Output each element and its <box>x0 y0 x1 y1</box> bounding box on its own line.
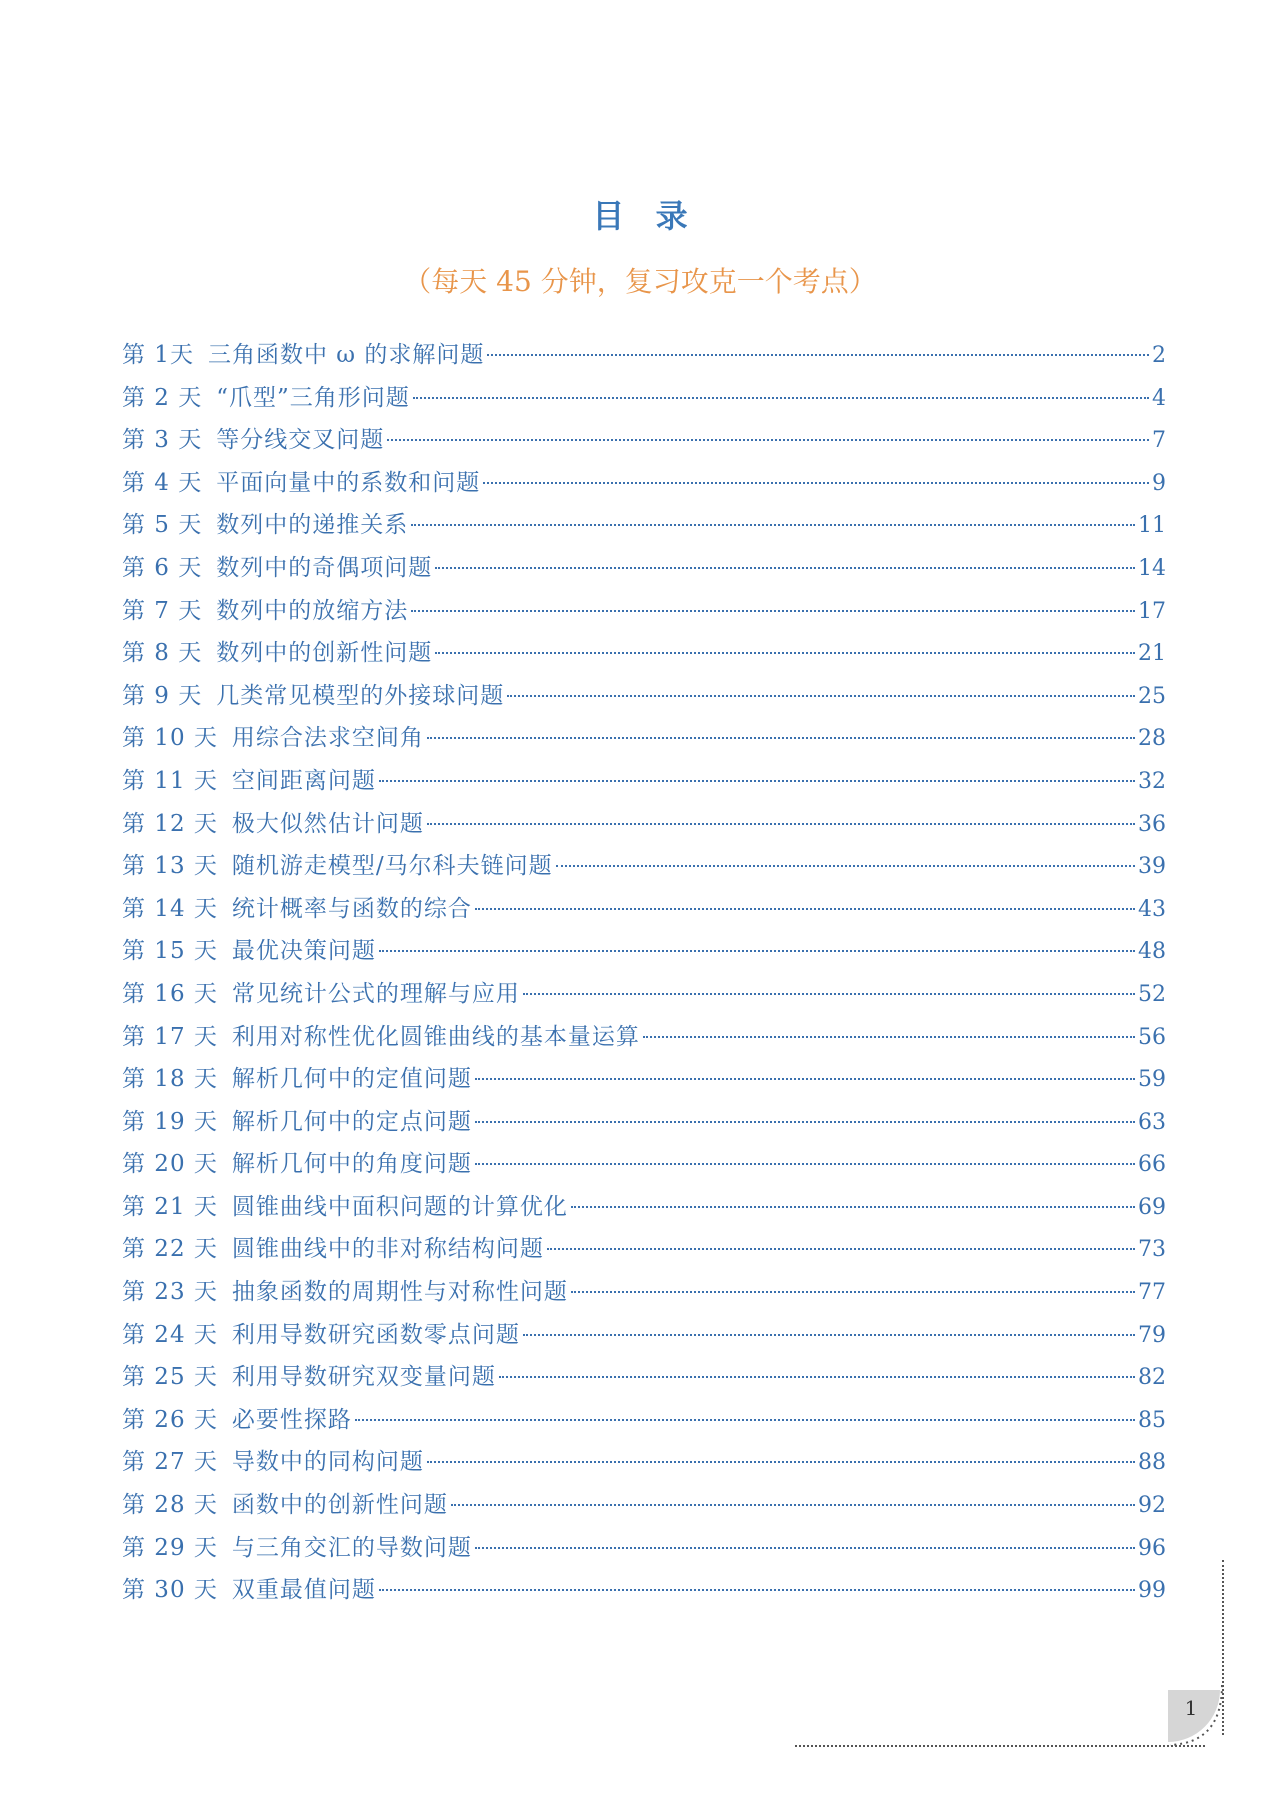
table-of-contents <box>122 334 1166 1612</box>
toc-entry[interactable] <box>122 1399 1166 1442</box>
toc-entry-title: 解析几何中的定点问题 <box>231 1108 472 1135</box>
toc-entry[interactable] <box>122 803 1166 846</box>
toc-entry-day: 第 3 天 <box>122 427 203 454</box>
toc-entry-leader <box>523 993 1135 995</box>
toc-entry-title: 用综合法求空间角 <box>231 725 424 752</box>
toc-entry-title: 与三角交汇的导数问题 <box>231 1534 472 1561</box>
toc-entry-leader <box>379 780 1135 782</box>
toc-entry-day: 第 30 天 <box>122 1577 218 1604</box>
toc-entry[interactable] <box>122 1569 1166 1612</box>
toc-entry-title: 必要性探路 <box>231 1406 352 1433</box>
toc-entry-leader <box>571 1291 1135 1293</box>
toc-entry[interactable] <box>122 377 1166 420</box>
toc-entry[interactable] <box>122 1314 1166 1357</box>
toc-entry-page: 66 <box>1138 1152 1166 1178</box>
toc-entry-page: 25 <box>1138 683 1166 709</box>
toc-entry[interactable] <box>122 1228 1166 1271</box>
toc-entry-day: 第 9 天 <box>122 682 203 709</box>
page-number: 1 <box>1184 1696 1198 1720</box>
toc-entry-leader <box>523 1334 1135 1336</box>
toc-entry-page: 21 <box>1138 641 1166 667</box>
toc-entry-day: 第 23 天 <box>122 1279 218 1306</box>
toc-entry-day: 第 18 天 <box>122 1066 218 1093</box>
toc-entry-leader <box>411 524 1135 526</box>
toc-entry[interactable] <box>122 930 1166 973</box>
toc-entry-leader <box>475 1163 1135 1165</box>
toc-entry-leader <box>413 397 1149 399</box>
toc-entry-leader <box>499 1376 1135 1378</box>
toc-entry-title: 随机游走模型/马尔科夫链问题 <box>231 853 553 880</box>
toc-entry-title: 数列中的递推关系 <box>216 512 409 539</box>
toc-entry-page: 2 <box>1152 343 1166 368</box>
toc-entry[interactable] <box>122 632 1166 675</box>
toc-entry-page: 77 <box>1138 1280 1166 1306</box>
toc-entry[interactable] <box>122 1441 1166 1484</box>
toc-entry-leader <box>427 1461 1135 1463</box>
toc-entry-title: 极大似然估计问题 <box>231 810 424 837</box>
toc-entry-day: 第 26 天 <box>122 1406 218 1433</box>
toc-entry[interactable] <box>122 973 1166 1016</box>
toc-entry-day: 第 20 天 <box>122 1151 218 1178</box>
toc-entry[interactable] <box>122 1527 1166 1570</box>
toc-entry-day: 第 14 天 <box>122 895 218 922</box>
toc-entry[interactable] <box>122 462 1166 505</box>
toc-entry-leader <box>427 737 1135 739</box>
toc-entry[interactable] <box>122 1143 1166 1186</box>
toc-entry-title: 抽象函数的周期性与对称性问题 <box>231 1279 568 1306</box>
toc-entry-day: 第 8 天 <box>122 640 203 667</box>
toc-entry-day: 第 4 天 <box>122 469 203 496</box>
toc-entry-page: 11 <box>1138 513 1166 539</box>
toc-entry-leader <box>483 482 1149 484</box>
toc-entry[interactable] <box>122 334 1166 377</box>
toc-entry-day: 第 25 天 <box>122 1364 218 1391</box>
toc-entry-day: 第 27 天 <box>122 1449 218 1476</box>
toc-entry[interactable] <box>122 1271 1166 1314</box>
toc-entry-title: 平面向量中的系数和问题 <box>216 469 481 496</box>
toc-entry-page: 73 <box>1138 1237 1166 1263</box>
toc-entry-page: 43 <box>1138 896 1166 922</box>
toc-entry-day: 第 22 天 <box>122 1236 218 1263</box>
toc-entry[interactable] <box>122 547 1166 590</box>
toc-entry-page: 9 <box>1152 470 1166 496</box>
toc-entry-leader <box>379 950 1135 952</box>
toc-entry-day: 第 7 天 <box>122 597 203 624</box>
toc-entry-leader <box>547 1248 1135 1250</box>
toc-entry-leader <box>507 695 1135 697</box>
toc-entry-leader <box>556 865 1135 867</box>
toc-entry-title: 利用导数研究函数零点问题 <box>231 1321 520 1348</box>
toc-entry-page: 4 <box>1152 385 1166 411</box>
toc-entry-title: 利用导数研究双变量问题 <box>231 1364 496 1391</box>
toc-entry-leader <box>379 1589 1135 1591</box>
toc-entry[interactable] <box>122 590 1166 633</box>
toc-entry-page: 92 <box>1138 1493 1166 1519</box>
toc-entry-page: 32 <box>1138 768 1166 794</box>
toc-entry[interactable] <box>122 419 1166 462</box>
toc-entry[interactable] <box>122 675 1166 718</box>
toc-entry[interactable] <box>122 1016 1166 1059</box>
toc-entry-title: 常见统计公式的理解与应用 <box>231 980 520 1007</box>
toc-entry-page: 36 <box>1138 811 1166 837</box>
toc-entry-day: 第 19 天 <box>122 1108 218 1135</box>
toc-entry-title: 圆锥曲线中面积问题的计算优化 <box>231 1193 568 1220</box>
toc-entry-title: 圆锥曲线中的非对称结构问题 <box>231 1236 544 1263</box>
toc-entry-page: 82 <box>1138 1365 1166 1391</box>
toc-entry-page: 39 <box>1138 854 1166 880</box>
toc-entry-page: 63 <box>1138 1109 1166 1135</box>
toc-entry-page: 17 <box>1138 598 1166 624</box>
toc-entry-leader <box>427 823 1135 825</box>
toc-entry-leader <box>435 652 1135 654</box>
toc-entry-page: 52 <box>1138 981 1166 1007</box>
toc-entry[interactable] <box>122 1356 1166 1399</box>
toc-entry-day: 第 6 天 <box>122 554 203 581</box>
toc-entry-day: 第 15 天 <box>122 938 218 965</box>
toc-entry-page: 56 <box>1138 1024 1166 1050</box>
toc-entry-leader <box>643 1036 1135 1038</box>
toc-entry-leader <box>475 1547 1135 1549</box>
toc-entry-page: 28 <box>1138 726 1166 752</box>
toc-entry[interactable] <box>122 717 1166 760</box>
toc-entry-day: 第 21 天 <box>122 1193 218 1220</box>
toc-entry[interactable] <box>122 1058 1166 1101</box>
toc-entry-title: 解析几何中的定值问题 <box>231 1066 472 1093</box>
toc-entry-title: 等分线交叉问题 <box>216 427 385 454</box>
toc-entry-day: 第 1天 <box>122 342 194 368</box>
toc-entry[interactable] <box>122 888 1166 931</box>
toc-entry-page: 99 <box>1138 1578 1166 1604</box>
toc-entry-page: 88 <box>1138 1450 1166 1476</box>
toc-entry-title: 数列中的放缩方法 <box>216 597 409 624</box>
toc-entry-leader <box>475 1078 1135 1080</box>
toc-entry[interactable] <box>122 1186 1166 1229</box>
toc-entry-day: 第 10 天 <box>122 725 218 752</box>
toc-entry-title: 三角函数中 ω 的求解问题 <box>207 342 485 368</box>
toc-entry-leader <box>487 354 1149 356</box>
toc-entry-page: 79 <box>1138 1322 1166 1348</box>
toc-entry-day: 第 16 天 <box>122 980 218 1007</box>
toc-entry-day: 第 28 天 <box>122 1492 218 1519</box>
toc-entry-leader <box>387 439 1149 441</box>
toc-entry-day: 第 24 天 <box>122 1321 218 1348</box>
toc-entry-page: 96 <box>1138 1535 1166 1561</box>
toc-entry-day: 第 5 天 <box>122 512 203 539</box>
toc-entry-title: 函数中的创新性问题 <box>231 1492 448 1519</box>
toc-entry-leader <box>475 1121 1135 1123</box>
toc-entry[interactable] <box>122 1101 1166 1144</box>
toc-entry-leader <box>475 908 1135 910</box>
toc-entry-title: 数列中的奇偶项问题 <box>216 554 433 581</box>
toc-entry-title: 双重最值问题 <box>231 1577 376 1604</box>
toc-entry-title: “爪型”三角形问题 <box>216 384 410 411</box>
toc-entry-page: 59 <box>1138 1067 1166 1093</box>
toc-entry-leader <box>435 567 1135 569</box>
toc-entry[interactable] <box>122 760 1166 803</box>
toc-entry-title: 几类常见模型的外接球问题 <box>216 682 505 709</box>
toc-entry-title: 统计概率与函数的综合 <box>231 895 472 922</box>
toc-entry-day: 第 17 天 <box>122 1023 218 1050</box>
toc-entry-leader <box>411 610 1135 612</box>
toc-entry-page: 48 <box>1138 939 1166 965</box>
toc-entry-page: 14 <box>1138 555 1166 581</box>
toc-entry-title: 数列中的创新性问题 <box>216 640 433 667</box>
toc-entry-day: 第 2 天 <box>122 384 203 411</box>
toc-entry-leader <box>451 1504 1135 1506</box>
toc-entry-day: 第 12 天 <box>122 810 218 837</box>
toc-entry[interactable] <box>122 504 1166 547</box>
toc-entry-title: 导数中的同构问题 <box>231 1449 424 1476</box>
toc-entry-page: 69 <box>1138 1194 1166 1220</box>
page-corner-dotted-horizontal <box>795 1745 1205 1747</box>
toc-entry-leader <box>355 1419 1135 1421</box>
toc-entry-title: 最优决策问题 <box>231 938 376 965</box>
toc-entry-title: 空间距离问题 <box>231 767 376 794</box>
page-title: 目 录 <box>592 197 698 235</box>
toc-entry-day: 第 13 天 <box>122 853 218 880</box>
toc-entry-day: 第 29 天 <box>122 1534 218 1561</box>
toc-entry-title: 利用对称性优化圆锥曲线的基本量运算 <box>231 1023 640 1050</box>
toc-entry-page: 7 <box>1152 428 1166 454</box>
toc-entry-leader <box>571 1206 1135 1208</box>
page-subtitle: （每天 45 分钟，复习攻克一个考点） <box>403 265 877 298</box>
toc-entry-day: 第 11 天 <box>122 767 218 794</box>
toc-entry[interactable] <box>122 845 1166 888</box>
toc-entry-title: 解析几何中的角度问题 <box>231 1151 472 1178</box>
toc-entry-page: 85 <box>1138 1407 1166 1433</box>
toc-entry[interactable] <box>122 1484 1166 1527</box>
